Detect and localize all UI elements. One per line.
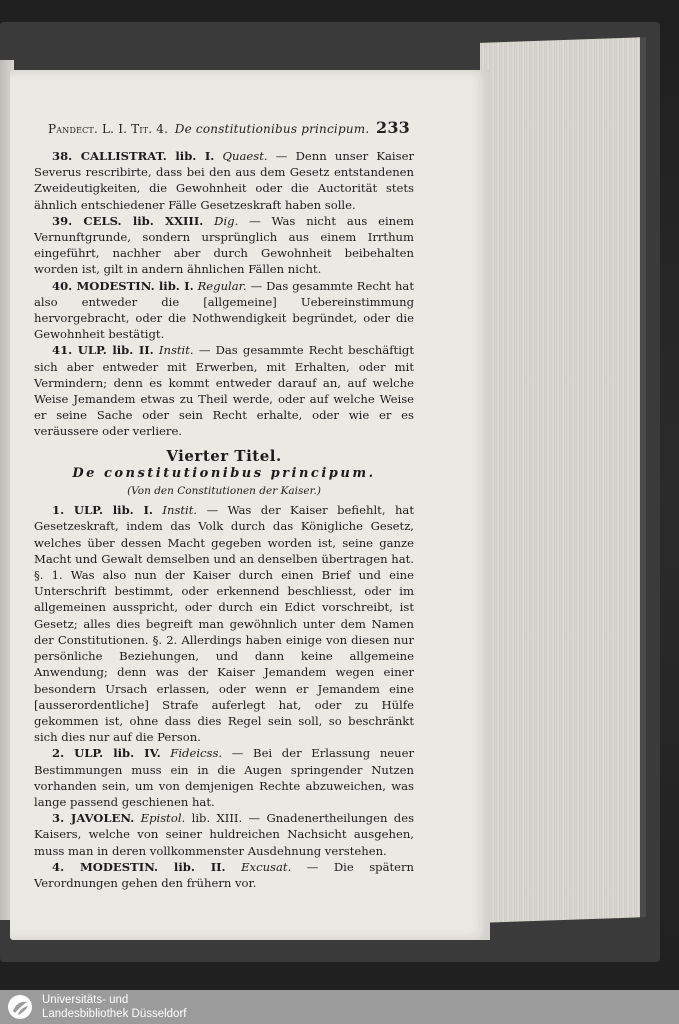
paragraph bbox=[34, 810, 414, 859]
work-title: Instit. bbox=[158, 343, 194, 358]
work-title: Regular. bbox=[197, 278, 247, 293]
paragraph bbox=[34, 278, 414, 343]
library-name[interactable] bbox=[42, 993, 186, 1021]
paragraph-text: — Das gesammte Recht beschäftigt sich aber entweder mit Erwerben, mit Erhalten, oder mit Vermindern; denn es kommt entweder darauf an, auf welche Weise Jemandem etwas zu Theil werde, oder auf welche Weise er seine Sache oder sein Recht erhalte, oder wie er es veräussere oder verliere. bbox=[34, 343, 415, 439]
paragraph-text: — Die spätern Verordnungen gehen den frühern vor. bbox=[34, 859, 415, 890]
work-title: Instit. bbox=[162, 503, 198, 518]
paragraph bbox=[34, 213, 414, 278]
source-citation: 40. MODESTIN. lib. I. bbox=[52, 278, 194, 293]
source-citation: 39. CELS. lib. XXIII. bbox=[52, 213, 204, 228]
title-heading: Vierter Titel. bbox=[166, 446, 282, 465]
page-text bbox=[34, 148, 414, 891]
running-head-left: Pandect. L. I. Tit. 4. bbox=[48, 122, 169, 136]
paragraph-text: — Bei der Erlassung neuer Bestimmungen muss ein in die Augen springender Nutzen vorhanden sein, um von demjenigen Rechte abzuweichen, was lange passend geschienen hat. bbox=[34, 746, 415, 809]
running-head bbox=[48, 118, 410, 138]
page-edges bbox=[480, 37, 646, 923]
title-german: (Von den Constitutionen der Kaiser.) bbox=[127, 485, 321, 498]
source-citation: 41. ULP. lib. II. bbox=[52, 343, 154, 358]
source-citation: 1. ULP. lib. I. bbox=[52, 503, 153, 518]
work-title: Fideicss. bbox=[170, 746, 223, 761]
source-citation: 38. CALLISTRAT. lib. I. bbox=[52, 149, 215, 163]
source-citation: 2. ULP. lib. IV. bbox=[52, 746, 161, 761]
library-name-line1: Universitäts- und bbox=[42, 994, 129, 1006]
work-title: Excusat. bbox=[241, 859, 292, 874]
paragraph-text: — Das gesammte Recht hat also entweder die [allgemeine] Uebereinstimmung hervorgebracht, oder die Nothwendigkeit begründet, oder die Gewohnheit bestätigt. bbox=[34, 278, 414, 342]
ulb-logo-icon bbox=[6, 993, 34, 1021]
work-title: Epistol. bbox=[140, 811, 186, 826]
source-citation: 4. MODESTIN. lib. II. bbox=[52, 859, 226, 874]
work-title: Quaest. bbox=[222, 149, 268, 163]
paragraph bbox=[34, 342, 414, 439]
work-title: Dig. bbox=[214, 213, 239, 228]
paragraph bbox=[34, 859, 414, 891]
source-citation: 3. JAVOLEN. bbox=[52, 811, 135, 826]
page-number: 233 bbox=[375, 118, 410, 137]
library-footer bbox=[0, 990, 679, 1024]
running-head-title: De constitutionibus principum. bbox=[174, 122, 370, 136]
paragraph-text: — Was der Kaiser befiehlt, hat Gesetzeskraft, indem das Volk durch das Königliche Gesetz, welches über dessen Macht gegeben worden ist, seine ganze Macht und Gewalt demselben und an denselben übertragen hat. §. 1. Was also nun der Kaiser durch einen Brief und eine Unterschrift bestimmt, oder erkennend beschliesst, oder im allgemeinen ausspricht, oder durch ein Edict vorschreibt, ist Gesetz; alles dies begreift man gewöhnlich unter dem Namen der Constitutionen. §. 2. Allerdings haben einige von diesen nur persönliche Beziehungen, und dann keine allgemeine Anwendung; denn was der Kaiser Jemandem wegen einer besondern Ursach erlassen, oder wenn er Jemandem eine [ausserordentliche] Strafe auferlegt hat, oder zu Hülfe gekommen ist, ohne dass dies Regel sein soll, so beschränkt sich dies nur auf die Person. bbox=[34, 503, 414, 745]
paragraph-text: lib. XIII. — Gnadenertheilungen des Kaisers, welche von seiner huldreichen Nachsicht ausgehen, muss man in deren vollkommenster Ausdehnung verstehen. bbox=[34, 811, 415, 858]
paragraph-text: — Denn unser Kaiser Severus rescribirte, dass bei den aus dem Gesetz entstandenen Zweideutigkeiten, die Gewohnheit oder die Auctorität stets ähnlich entschiedener Fälle Gesetzeskraft haben solle. bbox=[34, 149, 414, 212]
library-name-line2: Landesbibliothek Düsseldorf bbox=[42, 1008, 187, 1020]
paragraph bbox=[34, 745, 414, 810]
paragraph bbox=[34, 502, 414, 745]
paragraph bbox=[34, 148, 414, 213]
title-latin: De constitutionibus principum. bbox=[72, 465, 376, 481]
paragraph-text: — Was nicht aus einem Vernunftgrunde, sondern ursprünglich aus einem Irrthum eingeführt, nachher aber durch Gewohnheit beibehalten worden ist, gilt in andern ähnlichen Fällen nicht. bbox=[34, 213, 414, 277]
